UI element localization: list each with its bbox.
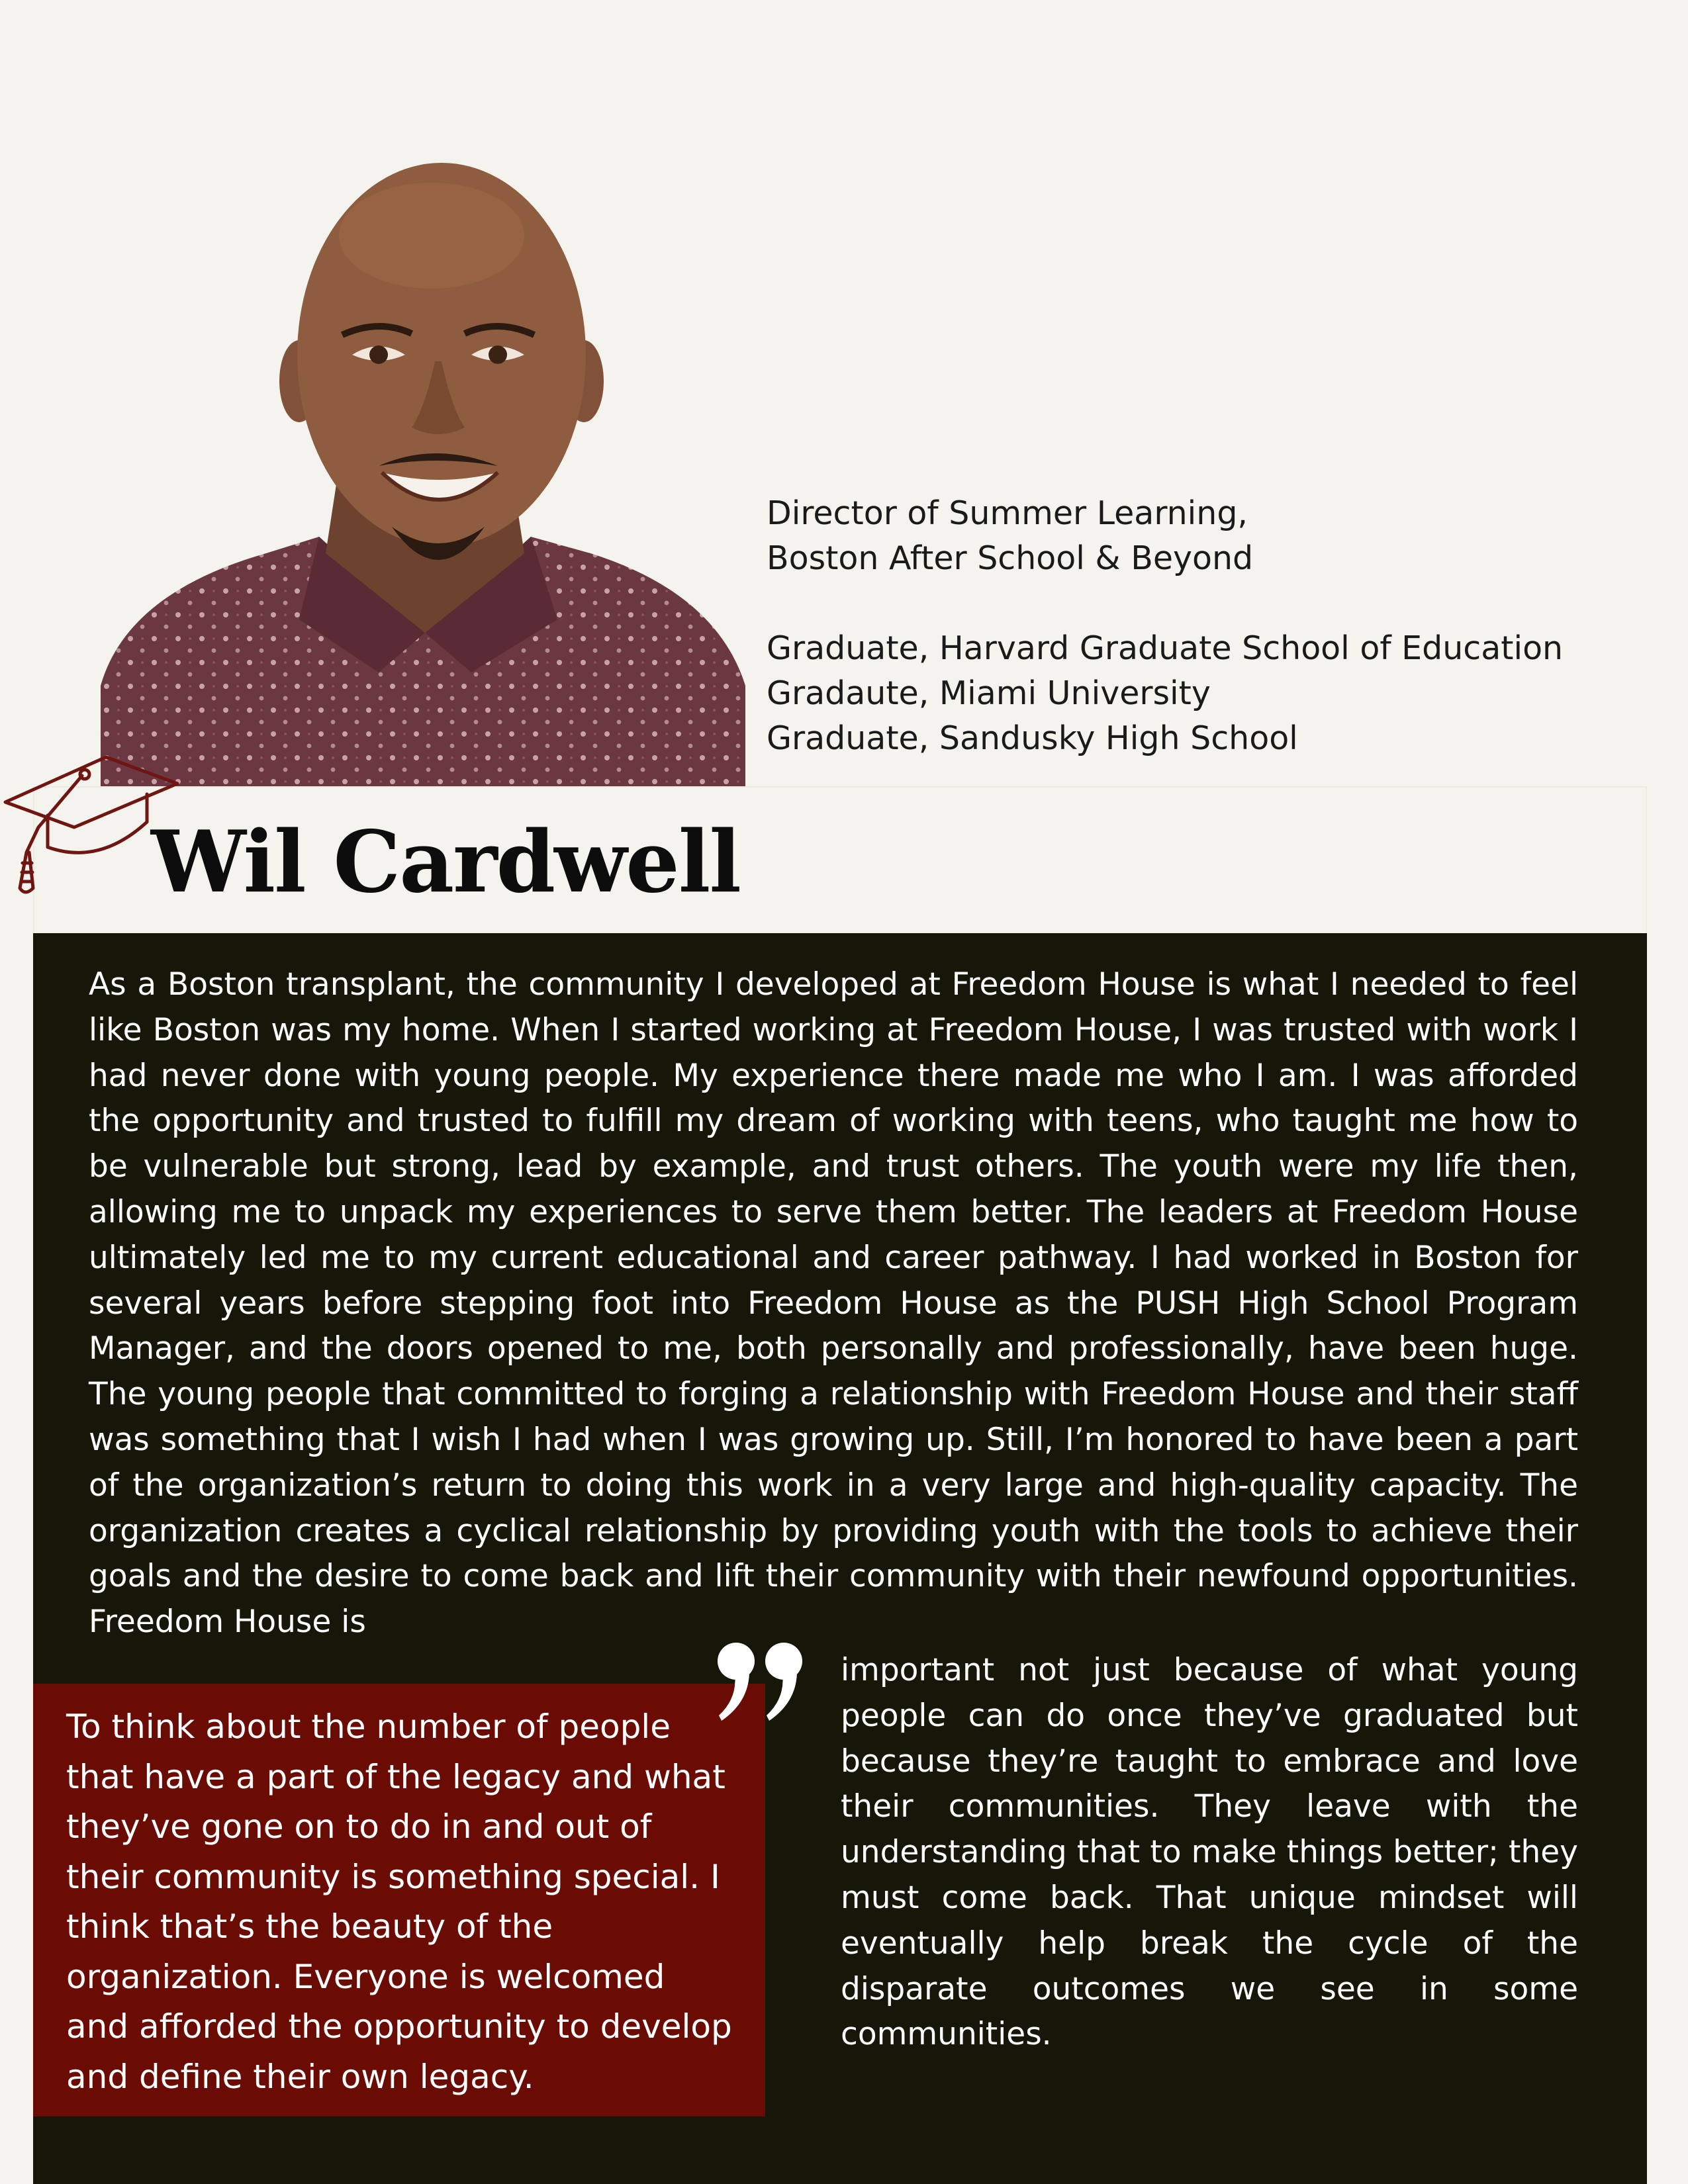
quotation-mark-icon [716, 1640, 809, 1725]
profile-photo [101, 156, 745, 786]
education-sandusky: Graduate, Sandusky High School [767, 719, 1298, 757]
job-title: Director of Summer Learning, [767, 494, 1248, 532]
credentials-spacer [767, 581, 1654, 626]
pull-quote-box [33, 1684, 765, 2116]
education-harvard: Graduate, Harvard Graduate School of Education [767, 629, 1564, 667]
graduation-cap-icon [0, 723, 185, 896]
pull-quote-text: To think about the number of people that have a part of the legacy and what they’ve gone on to do in and out of their community is something special. I think that’s the beauty of the organization. Everyone is welcomed and afforded the opportunity to develop and define their own legacy. [66, 1707, 732, 2096]
credentials-block [767, 491, 1654, 761]
portrait-illustration [101, 156, 745, 786]
story-text-continued: important not just because of what young people can do once they’ve graduated but because they’re taught to embrace and love their communities. They leave with the understanding that to make things better; they must come back. That unique mindset will eventually help break the cycle of the disparate outcomes we see in some communities. [841, 1652, 1578, 2053]
profile-name: Wil Cardwell [151, 813, 740, 912]
organization: Boston After School & Beyond [767, 539, 1254, 577]
education-miami: Gradaute, Miami University [767, 674, 1211, 712]
story-text: As a Boston transplant, the community I developed at Freedom House is what I needed to feel like Boston was my home. When I started working at Freedom House, I was trusted with work I had never done with young people. My experience there made me who I am. I was afforded the opportunity and trusted to fulfill my dream of working with teens, who taught me how to be vulnerable but strong, lead by example, and trust others. The youth were my life then, allowing me to unpack my experiences to serve them better. The leaders at Freedom House ultimately led me to my current educational and career pathway. I had worked in Boston for several years before stepping foot into Freedom House as the PUSH High School Program Manager, and the doors opened to me, both personally and professionally, have been huge. The young people that committed to forging a relationship with Freedom House and their staff was something that I wish I had when I was growing up. Still, I’m honored to have been a part of the organization’s return to doing this work in a very large and high-quality capacity. The organization creates a cyclical relationship by providing youth with the tools to achieve their goals and the desire to come back and lift their community with their newfound opportunities. Freedom House is [89, 966, 1578, 1641]
